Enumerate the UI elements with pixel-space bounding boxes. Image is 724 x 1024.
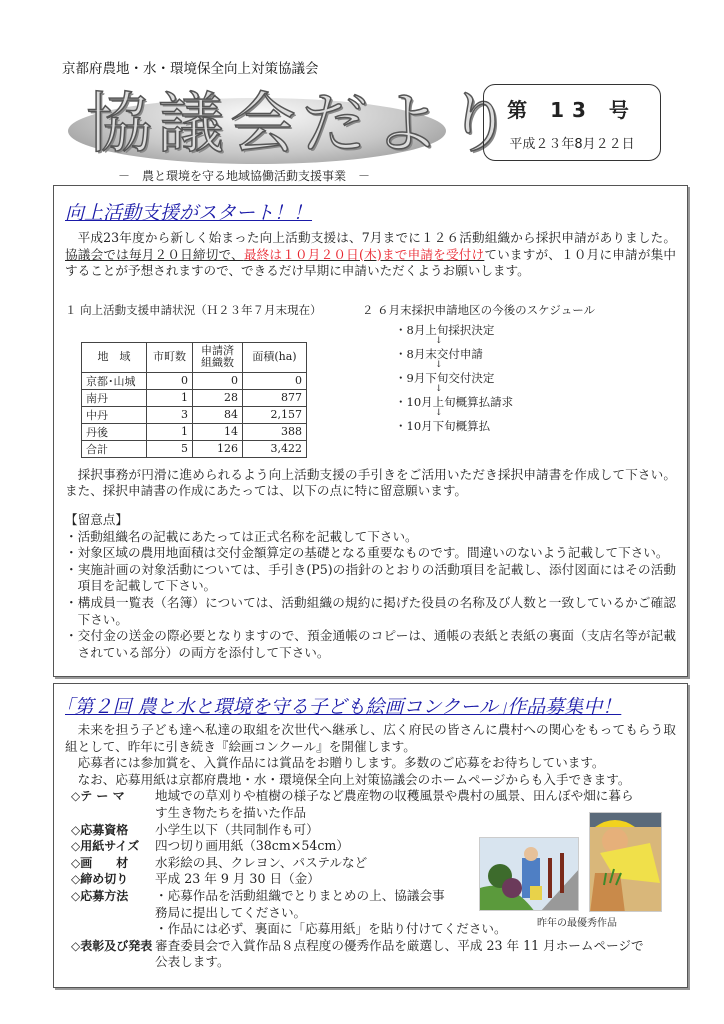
down-arrow-icon: ↓ <box>435 383 443 394</box>
schedule-step: ・9月下旬交付決定 <box>395 370 495 385</box>
guide-paragraph: 採択事務が円滑に進められるよう向上活動支援の手引きをご活用いただき採択申請書を作成して下さい。また、採択申請書の作成にあたっては、以下の点に特に留意願います。 <box>65 466 676 499</box>
intro-text: 協議会では毎月２０日締切で、 <box>65 246 244 262</box>
note-item: ・実施計画の対象活動については、手引き(P5)の指針のとおりの活動項目を記載し、添付図面にはその活動項目を記載して下さい。 <box>65 561 676 594</box>
column-header: 地 域 <box>82 342 147 372</box>
table-cell: 84 <box>193 406 243 423</box>
detail-value: 四つ切り画用紙（38cm×54cm） <box>155 838 349 854</box>
note-item: ・構成員一覧表（名簿）については、活動組織の規約に掲げた役員の名称及び人数と一致しているかご確認下さい。 <box>65 594 676 627</box>
section-1-heading: １ 向上活動支援申請状況（Ｈ２３年７月末現在） <box>65 302 322 317</box>
notes-title: 【留意点】 <box>65 511 128 527</box>
issue-box <box>483 84 661 161</box>
contest-paragraph: なお、応募用紙は京都府農地・水・環境保全向上対策協議会のホームページからも入手できます。 <box>77 771 631 787</box>
table-cell: 3,422 <box>243 440 307 457</box>
detail-label: ◇画 材 <box>71 855 129 870</box>
intro-text: 平成23年度から新しく始まった向上活動支援は、7月までに１２６活動組織から採択申請がありました。 <box>77 230 676 245</box>
detail-value: 平成 23 年 9 月 30 日（金） <box>155 871 320 887</box>
deadline-highlight: 最終は１０月２０日(木)まで申請を受付け <box>243 246 485 262</box>
contest-paragraph: 応募者には参加賞を、入賞作品には賞品をお贈りします。多数のご応募をお待ちしています。 <box>77 755 605 771</box>
table-cell: 0 <box>243 372 307 389</box>
table-cell: 2,157 <box>243 406 307 423</box>
article-title: 向上活動支援がスタート！！ <box>65 202 313 224</box>
issue-number: 第 13 号 <box>507 98 637 122</box>
table-cell: 1 <box>147 423 193 440</box>
table-cell: 南丹 <box>82 389 147 406</box>
table-wrap <box>65 323 395 458</box>
detail-label: ◇用紙サイズ <box>71 839 140 854</box>
detail-label: ◇応募方法 <box>71 888 129 903</box>
table-row <box>82 406 307 423</box>
table-cell: 28 <box>193 389 243 406</box>
intro-text: ていますが、１０月に申請が集中することが予想されますので、できるだけ早期に申請いただくようお願いします。 <box>65 246 677 279</box>
detail-label: ◇テ ー マ <box>71 789 125 804</box>
column-header: 申請済 組織数 <box>193 342 243 372</box>
subtitle: － 農と環境を守る地域協働活動支援事業 － <box>118 169 371 183</box>
org-name: 京都府農地・水・環境保全向上対策協議会 <box>62 61 319 77</box>
down-arrow-icon: ↓ <box>435 407 443 418</box>
detail-value: 審査委員会で入賞作品８点程度の優秀作品を厳選し、平成 23 年 11 月ホームページで公表します。 <box>155 937 644 970</box>
article-support-start <box>53 185 688 677</box>
contest-detail-row <box>71 822 676 839</box>
contest-paragraphs <box>65 722 676 788</box>
contest-detail-row <box>71 855 676 872</box>
table-row <box>82 423 307 440</box>
detail-value: 地域での草刈りや植樹の様子など農産物の収穫風景や農村の風景、田んぼや畑に暮らす生き物たちを描いた作品 <box>155 788 634 820</box>
note-item: ・対象区域の農用地面積は交付金額算定の基礎となる重要なものです。間違いのないよう記載して下さい。 <box>65 545 669 561</box>
table-row <box>82 440 307 457</box>
detail-label: ◇応募資格 <box>71 822 129 837</box>
section-2-heading: ２ ６月末採択申請地区の今後のスケジュール <box>362 302 595 317</box>
article-title: ｢第２回 農と水と環境を守る子ども絵画コンクール｣作品募集中！ <box>65 696 622 718</box>
column-header: 市町数 <box>147 342 193 372</box>
detail-value: ・応募作品を活動組織でとりまとめの上、協議会事務局に提出してください。 <box>155 887 445 920</box>
detail-value: ・作品には必ず、裏面に「応募用紙」を貼り付けてください。 <box>155 921 507 937</box>
detail-value: 水彩絵の具、クレヨン、パステルなど <box>155 854 368 870</box>
contest-detail-row <box>71 938 676 971</box>
note-item: ・活動組織名の記載にあたっては正式名称を記載して下さい。 <box>65 528 418 544</box>
table-cell: 3 <box>147 406 193 423</box>
table-cell: 中丹 <box>82 406 147 423</box>
detail-label: ◇締め切り <box>71 872 129 887</box>
down-arrow-icon: ↓ <box>435 359 443 370</box>
down-arrow-icon: ↓ <box>435 335 443 346</box>
detail-label: ◇表彰及び発表 <box>71 938 153 953</box>
drawing-caption: 昨年の最優秀作品 <box>537 918 617 929</box>
contest-details <box>65 788 676 971</box>
note-item: ・交付金の送金の際必要となりますので、預金通帳のコピーは、通帳の表紙と表紙の裏面（支店名等が記載されている部分）の両方を添付して下さい。 <box>65 628 676 660</box>
contest-detail-row <box>71 838 676 855</box>
schedule-step: ・8月上旬採択決定 <box>395 322 495 337</box>
table-cell: 0 <box>193 372 243 389</box>
schedule-step: ・10月下旬概算払 <box>395 418 491 433</box>
table-cell: 京都･山城 <box>82 372 147 389</box>
table-cell: 388 <box>243 423 307 440</box>
schedule-step: ・10月上旬概算払請求 <box>395 394 514 409</box>
article-drawing-contest <box>53 683 688 988</box>
schedule-list <box>395 323 513 458</box>
application-status-table <box>81 342 307 458</box>
table-row <box>82 372 307 389</box>
table-cell: 877 <box>243 389 307 406</box>
award-drawing-1 <box>479 837 579 911</box>
contest-paragraph: 未来を担う子ども達へ私達の取組を次世代へ継承し、広く府民の皆さんに農村への関心をもってもらう取組として、昨年に引き続き『絵画コンクール』を開催します。 <box>65 722 676 754</box>
table-and-schedule <box>65 323 676 458</box>
table-cell: 5 <box>147 440 193 457</box>
table-cell: 1 <box>147 389 193 406</box>
table-cell: 14 <box>193 423 243 440</box>
intro-paragraph <box>65 230 676 280</box>
contest-detail-row <box>71 788 676 821</box>
table-cell: 0 <box>147 372 193 389</box>
contest-detail-row <box>71 871 676 888</box>
table-cell: 丹後 <box>82 423 147 440</box>
table-row <box>82 389 307 406</box>
table-cell: 126 <box>193 440 243 457</box>
section-headings <box>65 302 676 318</box>
detail-label <box>71 921 155 938</box>
column-header: 面積(ha) <box>243 342 307 372</box>
newsletter-logo: 協議会だより <box>86 85 518 162</box>
table-cell: 合計 <box>82 440 147 457</box>
issue-date: 平成２３年8月２２日 <box>509 137 635 152</box>
table-header-row <box>82 342 307 372</box>
award-drawing-2 <box>589 812 662 912</box>
schedule-step: ・8月末交付申請 <box>395 346 483 361</box>
notes-list <box>65 529 676 662</box>
detail-value: 小学生以下（共同制作も可） <box>155 821 319 837</box>
